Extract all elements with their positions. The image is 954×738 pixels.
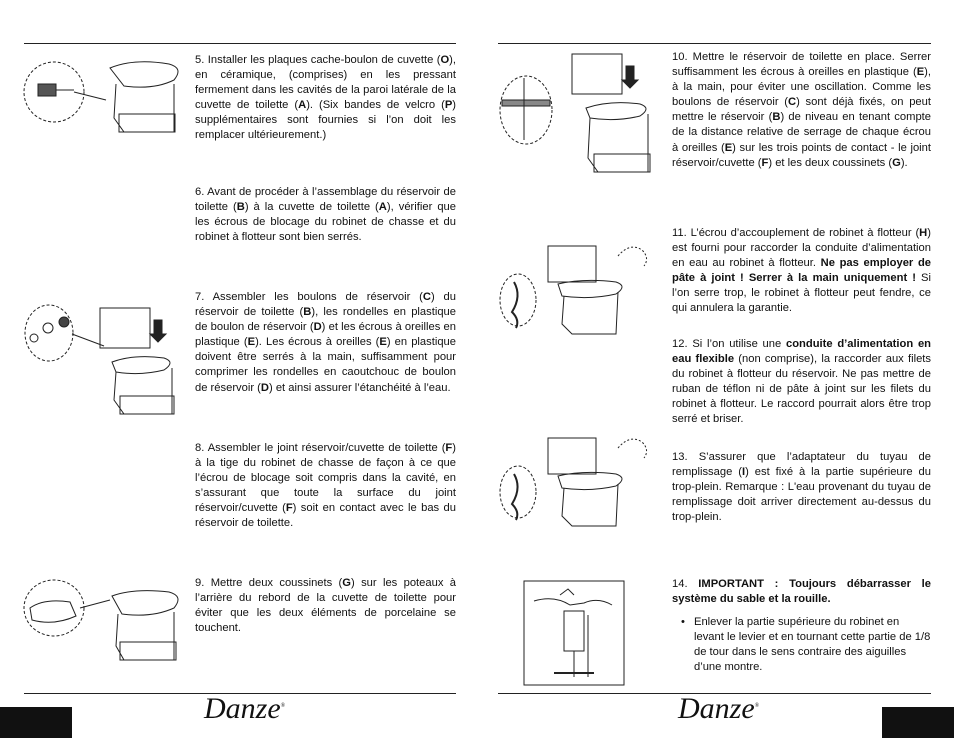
step-text-segment: Mettre deux coussinets ( [204,577,343,589]
step-text-segment: ), vérifier que les écrous de blocage du robinet de chasse et du robinet à flotteur sont bien serrés. [195,201,456,244]
illustration-step-13 [498,430,660,530]
step-text-segment: G [342,577,351,589]
step-text-segment: ), à la main, pour éviter une oscillation. Comme les boulons de réservoir ( [672,66,931,109]
step-text-segment: ) soit en contact avec le bas du réservoir de toilette. [195,502,456,530]
step-text-segment: ) et ainsi assurer l’étanchéité à l’eau. [269,381,451,394]
step-text-segment: ) à la cuvette de toilette ( [244,201,379,214]
danze-logo-right: Danze® [678,692,760,725]
step-number: 10. [672,51,688,63]
bullet-text: Enlever la partie supérieure du robinet en levant le levier et en tournant cette partie de 1/8 de tour dans le sens contraire des aiguilles d’une montre. [694,616,931,674]
bullet-item [672,615,931,675]
step-text-segment: ). [900,156,908,169]
step-text-segment: IMPORTANT : Toujours débarrasser le système du sable et la rouille. [672,578,931,606]
illustration-step-7 [24,298,186,418]
step-text-segment: Assembler les boulons de réservoir ( [204,291,423,303]
step-text-segment: E [916,66,925,79]
step-8 [195,441,456,532]
step-number: 6. [195,186,205,198]
step-number: 9. [195,577,205,589]
step-text-segment: ) est fixé à la partie supérieure du trop-plein. Remarque : L'eau provenant du tuyau de remplissage doit arriver directement au-dessus du trop-plein. [672,466,931,524]
step-number: 14. [672,578,688,590]
step-text-segment: Assembler le joint réservoir/cuvette de toilette ( [204,442,446,454]
step-text-segment: ), les rondelles en plastique de boulon de réservoir ( [195,306,456,334]
step-text-segment: ) sur les trois points de contact - le joint réservoir/cuvette ( [672,141,931,169]
step-text-segment: ) en plastique doivent être serrés à la main, suffisamment pour comprimer les rondelles en caoutchouc de boulon de réservoir ( [195,336,456,394]
step-text-segment: O [440,54,450,66]
step-text-segment: C [788,96,797,109]
step-text-segment: ). Les écrous à oreilles ( [255,336,380,349]
step-text-segment: E [724,141,733,154]
step-text-segment: Ne pas employer de pâte à joint ! Serrer à la main uniquement ! [672,257,931,285]
step-number: 5. [195,54,205,66]
step-text-segment [688,578,699,590]
step-text-segment: Mettre le réservoir de toilette en place. Serrer suffisamment les écrous à oreilles en plastique ( [672,51,931,79]
step-text-segment: B [236,201,245,214]
step-text-segment: F [445,442,453,454]
step-number: 12. [672,338,688,350]
step-text-segment: ) sont déjà fixés, on peut mettre le réservoir ( [672,96,931,124]
step-text-segment: I [741,466,746,479]
step-text-segment: L’écrou d’accouplement de robinet à flotteur ( [686,227,920,239]
step-text-segment: conduite d’alimentation en eau flexible [672,338,931,366]
step-text-segment: ) du réservoir de toilette ( [195,291,456,319]
step-text-segment: D [313,321,322,334]
step-text-segment: ). (Six bandes de velcro ( [306,99,445,112]
step-text-segment: F [285,502,293,515]
right-page-tab [882,707,954,738]
step-text-segment: D [260,381,269,394]
step-9 [195,576,456,636]
step-11 [672,226,931,317]
step-5 [195,53,456,144]
illustration-step-14 [524,581,624,685]
step-text-segment: P [444,99,453,112]
step-number: 11. [672,227,687,239]
illustration-step-5 [24,48,186,140]
step-text-segment: ) de niveau en tenant compte de la distance relative de serrage de chaque écrou à oreilles ( [672,111,931,154]
step-number: 8. [195,442,205,454]
step-12 [672,337,931,428]
step-text-segment: ) à la tige du robinet de chasse de façon à ce que l’écrou de blocage soit compris dans la cavité, en s’assurant que toute la surface du joint réservoir/cuvette ( [195,442,456,515]
step-text-segment: E [247,336,256,349]
step-text-segment: ) et les deux coussinets ( [768,156,893,169]
step-text-segment: ), en céramique, (comprises) en les pressant fermement dans les cavités de la paroi latérale de la cuvette de toilette ( [195,54,456,112]
step-number: 7. [195,291,205,303]
step-text-segment: ) supplémentaires sont fournies si l’on doit les remplacer ultérieurement.) [195,99,457,142]
bullet-icon: • [681,616,685,629]
step-text-segment: ) sur les poteaux à l’arrière du rebord de la cuvette de toilette pour éviter que les deux éléments de porcelaine se touchent. [195,577,456,635]
illustration-step-9 [24,578,186,670]
illustration-step-10 [498,48,660,188]
step-text-segment: ) est fourni pour raccorder la conduite d’alimentation en eau au robinet à flotteur. [672,227,931,270]
left-page-tab [0,707,72,738]
step-text-segment: A [298,99,307,112]
step-text-segment: C [422,291,431,303]
step-text-segment: Si l’on serre trop, le robinet à flotteur peut fendre, ce qui annulera la garantie. [672,272,931,315]
step-text-segment: ) et les écrous à oreilles en plastique ( [195,321,456,349]
step-14 [672,577,931,676]
step-7 [195,290,456,396]
step-text-segment: Si l’on utilise une [687,338,786,350]
step-text-segment: F [761,156,769,169]
step-text-segment: E [379,336,387,349]
danze-logo-left: Danze® [204,692,286,725]
step-text-segment: B [772,111,781,124]
step-text-segment: Installer les plaques cache-boulon de cuvette ( [204,54,441,66]
step-text-segment: G [892,156,901,169]
step-6 [195,185,456,245]
step-13 [672,450,931,525]
step-text-segment: (non comprise), la raccorder aux filets du robinet à flotteur du réservoir. Ne pas mettre de ruban de téflon ni de pâte à joint sur les filets du robinet à flotteur. Le raccord pourrait alors être trop serré et briser. [672,353,932,426]
step-number: 13. [672,451,688,463]
left-top-rule [24,43,456,44]
step-text-segment: A [378,201,387,214]
step-text-segment: Avant de procéder à l’assemblage du réservoir de toilette ( [195,186,456,214]
step-text-segment: S’assurer que l’adaptateur du tuyau de remplissage ( [672,451,931,479]
step-text-segment: H [919,227,928,239]
illustration-step-11 [498,236,660,336]
step-10 [672,50,931,171]
right-top-rule [498,43,931,44]
step-text-segment: B [303,306,312,319]
